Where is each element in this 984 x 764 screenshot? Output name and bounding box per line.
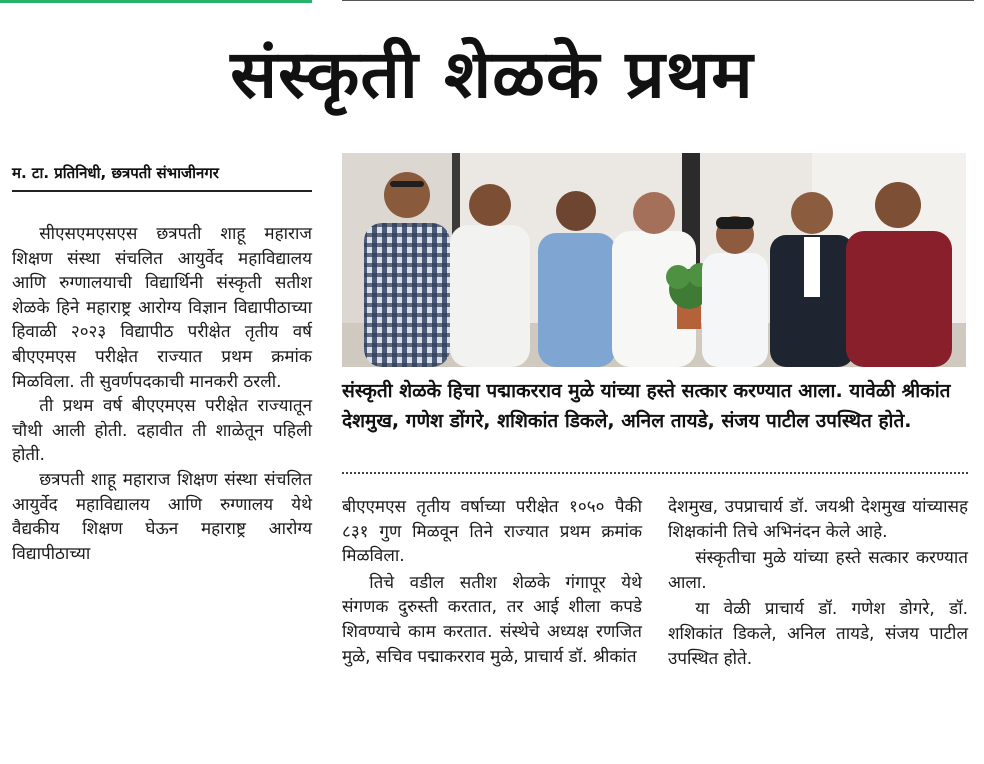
paragraph: या वेळी प्राचार्य डॉ. गणेश डोगरे, डॉ. शशिकांत डिकले, अनिल तायडे, संजय पाटील उपस्थित होते. [668,599,968,669]
dotted-separator [342,472,968,474]
article-column-1 [12,222,312,566]
paragraph: सीएसएमएसएस छत्रपती शाहू महाराज शिक्षण संस्था संचलित आयुर्वेद महाविद्यालय आणि रुग्णालयाची विद्यार्थिनी संस्कृती सतीश शेळके हिने महाराष्ट्र आरोग्य विज्ञान विद्यापीठाच्या हिवाळी २०२३ विद्यापीठ परीक्षेत तृतीय वर्ष बीएएमएस परीक्षेत राज्यात प्रथम क्रमांक मिळविला. ती सुवर्णपदकाची मानकरी ठरली. [12,224,312,392]
paragraph: देशमुख, उपप्राचार्य डॉ. जयश्री देशमुख यांच्यासह शिक्षकांनी तिचे अभिनंदन केले आहे. [668,497,968,542]
byline: म. टा. प्रतिनिधी, छत्रपती संभाजीनगर [12,162,312,192]
group-photo-illustration [342,153,966,367]
photo-caption: संस्कृती शेळके हिचा पद्माकरराव मुळे यांच्या हस्ते सत्कार करण्यात आला. यावेळी श्रीकांत देशमुख, गणेश डोंगरे, शशिकांत डिकले, अनिल तायडे, संजय पाटील उपस्थित होते. [342,380,951,432]
article-column-2 [342,495,642,671]
article-column-3 [668,495,968,673]
paragraph: तिचे वडील सतीश शेळके गंगापूर येथे संगणक दुरुस्ती करतात, तर आई शीला कपडे शिवण्याचे काम करतात. संस्थेचे अध्यक्ष रणजित मुळे, सचिव पद्माकरराव मुळे, प्राचार्य डॉ. श्रीकांत [342,572,642,667]
top-accent-rule [0,0,312,3]
headline: संस्कृती शेळके प्रथम [230,36,754,113]
paragraph: ती प्रथम वर्ष बीएएमएस परीक्षेत राज्यातून चौथी आली होती. दहावीत ती शाळेतून पहिली होती. [12,396,312,466]
paragraph: संस्कृतीचा मुळे यांच्या हस्ते सत्कार करण्यात आला. [668,548,968,593]
top-divider-rule [342,0,974,1]
news-photo [342,153,966,367]
paragraph: छत्रपती शाहू महाराज शिक्षण संस्था संचलित आयुर्वेद महाविद्यालय आणि रुग्णालय येथे वैद्यकीय शिक्षण घेऊन महाराष्ट्र आरोग्य विद्यापीठाच्या [12,469,312,564]
paragraph: बीएएमएस तृतीय वर्षाच्या परीक्षेत १०५० पैकी ८३१ गुण मिळवून तिने राज्यात प्रथम क्रमांक मिळविला. [342,497,642,567]
